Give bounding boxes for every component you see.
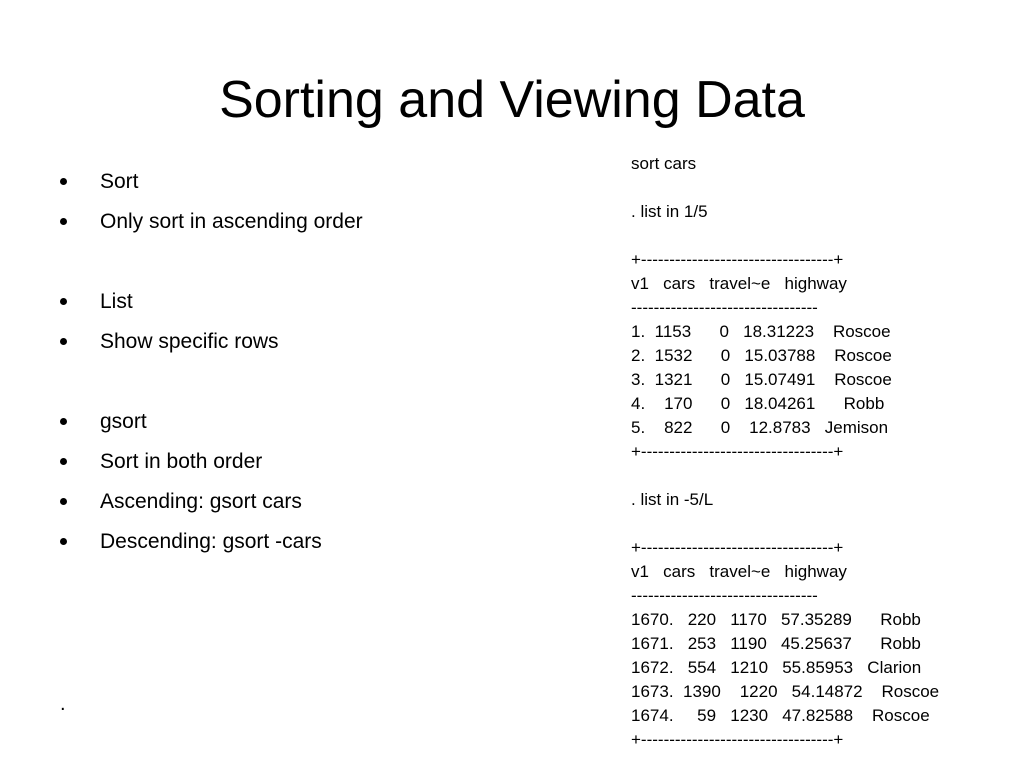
output-line: v1 cars travel~e highway	[631, 274, 847, 293]
output-line	[631, 176, 1011, 200]
bullet-item: gsort	[58, 402, 578, 442]
output-line: ---------------------------------	[631, 298, 818, 317]
stata-output-block	[631, 152, 1011, 752]
output-line: +----------------------------------+	[631, 250, 844, 269]
bullet-item: Sort in both order	[58, 442, 578, 482]
output-line: 4. 170 0 18.04261 Robb	[631, 394, 885, 413]
stray-text: .	[60, 693, 66, 715]
output-line: 1. 1153 0 18.31223 Roscoe	[631, 322, 891, 341]
bullet-spacer	[58, 362, 578, 402]
bullet-item: Ascending: gsort cars	[58, 482, 578, 522]
output-line: . list in -5/L	[631, 490, 714, 509]
output-line: 3. 1321 0 15.07491 Roscoe	[631, 370, 892, 389]
bullet-spacer	[58, 242, 578, 282]
bullet-item: Sort	[58, 162, 578, 202]
output-line: . list in 1/5	[631, 202, 708, 221]
output-line: 1674. 59 1230 47.82588 Roscoe	[631, 706, 930, 725]
output-line: 1670. 220 1170 57.35289 Robb	[631, 610, 921, 629]
slide-title: Sorting and Viewing Data	[219, 71, 805, 129]
output-line: ---------------------------------	[631, 586, 818, 605]
output-line: 1671. 253 1190 45.25637 Robb	[631, 634, 921, 653]
output-line: 1673. 1390 1220 54.14872 Roscoe	[631, 682, 940, 701]
bullet-item: Show specific rows	[58, 322, 578, 362]
output-line: v1 cars travel~e highway	[631, 562, 847, 581]
output-line: 5. 822 0 12.8783 Jemison	[631, 418, 889, 437]
output-line: 1672. 554 1210 55.85953 Clarion	[631, 658, 922, 677]
bullet-list	[58, 162, 578, 562]
output-line	[631, 224, 1011, 248]
output-line	[631, 464, 1011, 488]
output-line: 2. 1532 0 15.03788 Roscoe	[631, 346, 892, 365]
bullet-item: List	[58, 282, 578, 322]
output-line: sort cars	[631, 154, 697, 173]
output-line: +----------------------------------+	[631, 730, 844, 749]
output-line: +----------------------------------+	[631, 442, 844, 461]
output-line	[631, 512, 1011, 536]
output-line: +----------------------------------+	[631, 538, 844, 557]
bullet-item: Only sort in ascending order	[58, 202, 578, 242]
bullet-item: Descending: gsort -cars	[58, 522, 578, 562]
